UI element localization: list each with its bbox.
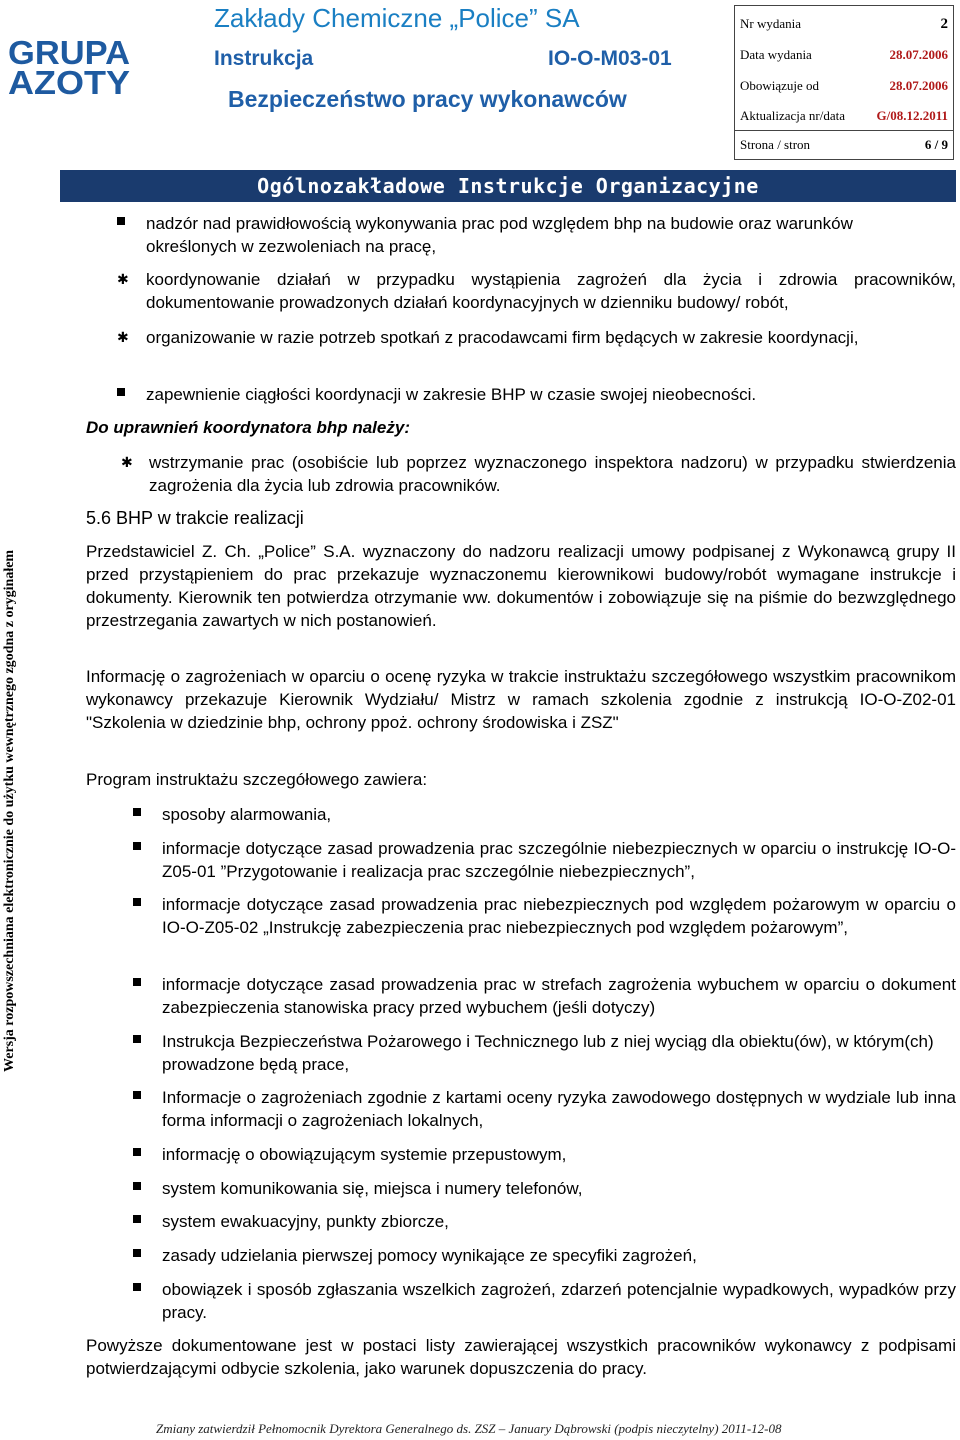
bullet-square	[117, 388, 125, 396]
meta-issue-date	[740, 47, 948, 67]
company-name: Zakłady Chemiczne „Police” SA	[214, 3, 580, 33]
list-item: informacje dotyczące zasad prowadzenia prac w strefach zagrożenia wybuchem w oparciu o dokument zabezpieczenia stanowiska pracy przed wybuchem (jeśli dotyczy)	[162, 975, 956, 1017]
bullet-square	[133, 1215, 141, 1223]
meta-page-value: 6 / 9	[924, 137, 948, 152]
list-item: sposoby alarmowania,	[162, 805, 332, 824]
program-intro: Program instruktażu szczegółowego zawiera:	[86, 770, 428, 789]
document-title: Bezpieczeństwo pracy wykonawców	[228, 86, 627, 112]
section-banner: Ogólnozakładowe Instrukcje Organizacyjne	[60, 170, 956, 202]
rights-heading: Do uprawnień koordynatora bhp należy:	[86, 418, 410, 437]
side-stamp: Wersja rozpowszechniana elektronicznie do użytku wewnętrznego zgodna z oryginałem	[2, 549, 17, 1072]
list-item: informację o obowiązującym systemie przepustowym,	[162, 1145, 567, 1164]
meta-issue-date-value: 28.07.2006	[889, 47, 948, 62]
meta-page-label: Strona / stron	[740, 137, 811, 152]
bullet-star: ✱	[117, 271, 129, 287]
list-item: obowiązek i sposób zgłaszania wszelkich zagrożeń, zdarzeń potencjalnie wypadkowych, wypadków przy pracy.	[162, 1280, 956, 1322]
list-item: wstrzymanie prac (osobiście lub poprzez wyznaczonego inspektora nadzoru) w przypadku stwierdzenia zagrożenia dla życia lub zdrowia pracowników.	[149, 453, 956, 495]
meta-effective	[740, 78, 948, 98]
meta-effective-label: Obowiązuje od	[740, 78, 820, 93]
list-item: Instrukcja Bezpieczeństwa Pożarowego i Technicznego lub z niej wyciąg dla obiektu(ów), w którym(ch) prowadzone będą prace,	[162, 1032, 934, 1074]
bullet-square	[133, 1091, 141, 1099]
instruction-code: IO-O-M03-01	[548, 47, 672, 70]
meta-update-label: Aktualizacja nr/data	[740, 108, 846, 123]
meta-edition-value: 2	[940, 16, 948, 32]
bullet-square	[133, 1182, 141, 1190]
paragraph-representative: Przedstawiciel Z. Ch. „Police” S.A. wyznaczony do nadzoru realizacji umowy podpisanej z Wykonawcą grupy II przed przystąpieniem do prac przekazuje wyznaczonemu kierownikowi budowy/robót wymagane instrukcje i dokumenty. Kierownik ten potwierdza otrzymanie ww. dokumentów i zobowiązuje się na piśmie do bezwzględnego przestrzegania zawartych w nich postanowień.	[86, 542, 956, 630]
logo-line2: AZOTY	[8, 64, 130, 98]
bullet-square	[133, 1249, 141, 1257]
meta-issue-date-label: Data wydania	[740, 47, 812, 62]
grupa-azoty-logo	[6, 34, 134, 98]
list-item: Informacje o zagrożeniach zgodnie z kartami oceny ryzyka zawodowego dostępnych w wydziale lub inna forma informacji o zagrożeniach lokalnych,	[162, 1088, 956, 1130]
bullet-square	[133, 978, 141, 986]
list-item: zasady udzielania pierwszej pomocy wynikające ze specyfiki zagrożeń,	[162, 1246, 697, 1265]
bullet-square	[133, 898, 141, 906]
list-item: koordynowanie działań w przypadku wystąpienia zagrożeń dla życia i zdrowia pracowników, dokumentowanie prowadzonych działań koordynacyjnych w dzienniku budowy/ robót,	[146, 270, 956, 312]
instruction-label: Instrukcja	[214, 47, 314, 70]
meta-update	[740, 108, 948, 128]
footer-approval: Zmiany zatwierdził Pełnomocnik Dyrektora Generalnego ds. ZSZ – January Dąbrowski (podpis nieczytelny) 2011-12-08	[156, 1421, 782, 1436]
meta-update-value: G/08.12.2011	[876, 108, 948, 123]
list-item: organizowanie w razie potrzeb spotkań z pracodawcami firm będących w zakresie koordynacji,	[146, 328, 859, 347]
list-item: system ewakuacyjny, punkty zbiorcze,	[162, 1212, 449, 1231]
logo-line1: GRUPA	[8, 34, 130, 71]
list-item: informacje dotyczące zasad prowadzenia prac niebezpiecznych pod względem pożarowym w oparciu o IO-O-Z05-02 „Instrukcję zabezpieczenia prac niebezpiecznych pod względem pożarowym”,	[162, 895, 956, 937]
bullet-square	[117, 217, 125, 225]
bullet-square	[133, 1148, 141, 1156]
meta-divider	[735, 130, 953, 131]
list-item: informacje dotyczące zasad prowadzenia prac szczególnie niebezpiecznych w oparciu o instrukcję IO-O-Z05-01 ”Przygotowanie i realizacja prac szczególnie niebezpiecznych”,	[162, 839, 956, 881]
meta-edition	[740, 16, 948, 36]
section-heading: 5.6 BHP w trakcie realizacji	[86, 508, 304, 528]
bullet-square	[133, 842, 141, 850]
closing-paragraph: Powyższe dokumentowane jest w postaci listy zawierającej wszystkich pracowników wykonawcy z podpisami potwierdzającymi odbycie szkolenia, jako warunek dopuszczenia do pracy.	[86, 1336, 956, 1378]
bullet-star: ✱	[121, 454, 133, 470]
bullet-square	[133, 1283, 141, 1291]
bullet-square	[133, 808, 141, 816]
document-meta-table	[734, 5, 954, 160]
bullet-square	[133, 1035, 141, 1043]
paragraph-hazard-info: Informację o zagrożeniach w oparciu o ocenę ryzyka w trakcie instruktażu szczegółowego wszystkim pracownikom wykonawcy przekazuje Kierownik Wydziału/ Mistrz w ramach szkolenia zgodnie z instrukcją IO-O-Z02-01 "Szkolenia w dziedzinie bhp, ochrony ppoż. ochrony środowiska i ZSZ"	[86, 667, 956, 732]
list-item: zapewnienie ciągłości koordynacji w zakresie BHP w czasie swojej nieobecności.	[146, 385, 757, 404]
list-item: nadzór nad prawidłowością wykonywania prac pod względem bhp na budowie oraz warunków określonych w zezwoleniach na pracę,	[146, 214, 853, 256]
bullet-star: ✱	[117, 329, 129, 345]
list-item: system komunikowania się, miejsca i numery telefonów,	[162, 1179, 583, 1198]
meta-edition-label: Nr wydania	[740, 16, 802, 31]
meta-effective-value: 28.07.2006	[889, 78, 948, 93]
meta-page	[740, 137, 948, 157]
